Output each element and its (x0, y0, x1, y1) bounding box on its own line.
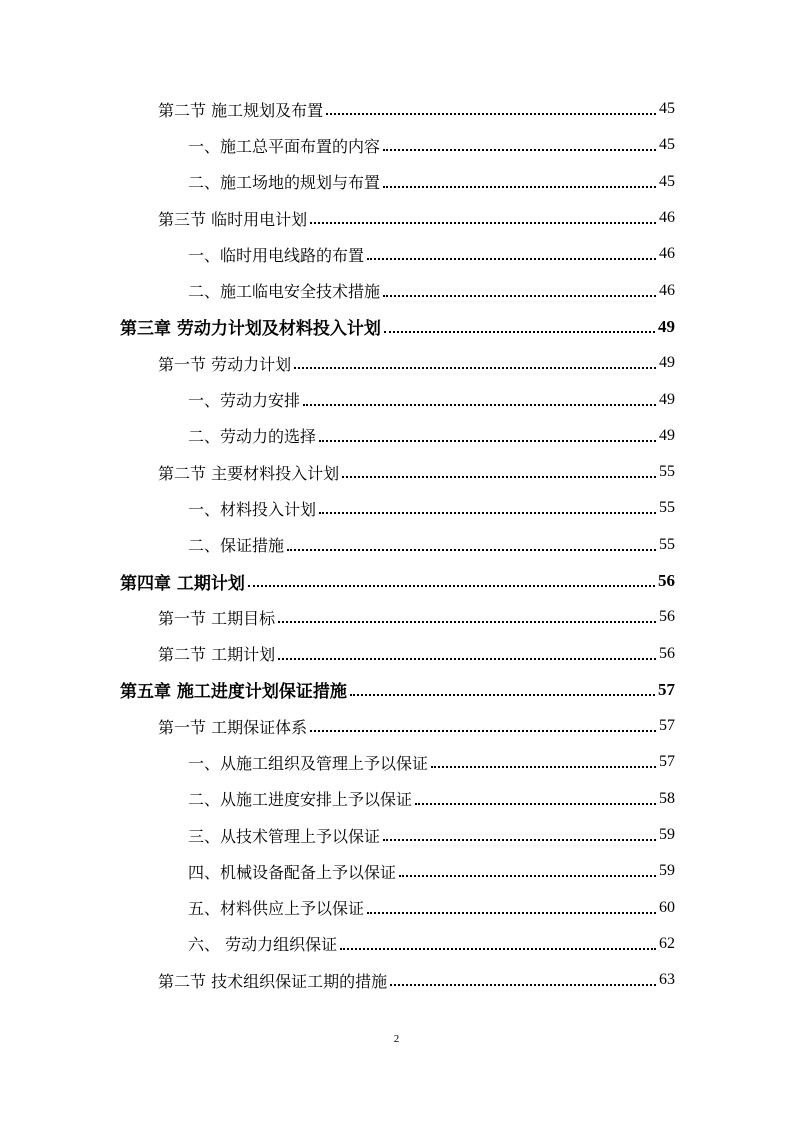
toc-entry[interactable] (0, 853, 793, 889)
dot-leader (319, 424, 656, 442)
toc-entry-page: 45 (659, 172, 675, 190)
toc-entry-title: 二、从施工进度安排上予以保证 (188, 790, 413, 810)
toc-entry-title: 二、劳动力的选择 (188, 427, 317, 447)
dot-leader (310, 714, 656, 732)
toc-entry-page: 59 (659, 826, 675, 844)
dot-leader (248, 569, 655, 587)
dot-leader (319, 496, 656, 514)
toc-entry[interactable] (0, 91, 793, 127)
dot-leader (340, 932, 656, 950)
toc-entry-title: 第二节 工期计划 (158, 645, 276, 665)
toc-entry-page: 49 (659, 390, 675, 408)
toc-entry-title: 二、施工临电安全技术措施 (188, 282, 381, 302)
dot-leader (342, 460, 656, 478)
toc-entry[interactable] (0, 127, 793, 163)
dot-leader (326, 97, 656, 115)
toc-entry[interactable] (0, 200, 793, 236)
dot-leader (367, 896, 656, 914)
toc-entry-title: 第一节 工期保证体系 (158, 717, 308, 737)
toc-entry-title: 一、临时用电线路的布置 (188, 245, 365, 265)
toc-entry-page: 63 (659, 971, 675, 989)
toc-entry-title: 一、从施工组织及管理上予以保证 (188, 753, 429, 773)
toc-entry[interactable] (0, 962, 793, 998)
toc-entry[interactable] (0, 708, 793, 744)
toc-entry-title: 一、劳动力安排 (188, 391, 301, 411)
dot-leader (383, 823, 656, 841)
toc-entry-title: 三、从技术管理上予以保证 (188, 826, 381, 846)
toc-entry-page: 55 (659, 463, 675, 481)
dot-leader (303, 388, 656, 406)
dot-leader (384, 315, 655, 333)
toc-entry-page: 55 (659, 535, 675, 553)
toc-entry[interactable] (0, 926, 793, 962)
dot-leader (278, 605, 656, 623)
toc-entry-title: 六、 劳动力组织保证 (188, 935, 338, 955)
toc-entry-page: 58 (659, 789, 675, 807)
toc-entry-title: 四、机械设备配备上予以保证 (188, 862, 397, 882)
toc-entry-page: 57 (659, 717, 675, 735)
dot-leader (278, 642, 656, 660)
toc-entry-page: 57 (659, 753, 675, 771)
toc-entry[interactable] (0, 164, 793, 200)
toc-entry-title: 二、保证措施 (188, 536, 285, 556)
toc-entry-title: 第二节 技术组织保证工期的措施 (158, 971, 388, 991)
toc-entry-page: 49 (658, 316, 675, 336)
page-number: 2 (393, 1033, 400, 1045)
toc-entry[interactable] (0, 890, 793, 926)
toc-entry[interactable] (0, 418, 793, 454)
toc-entry-page: 62 (659, 934, 675, 952)
toc-entry[interactable] (0, 599, 793, 635)
toc-entry-page: 45 (659, 100, 675, 118)
toc-entry-title: 五、材料供应上予以保证 (188, 899, 365, 919)
toc-entry[interactable] (0, 817, 793, 853)
dot-leader (399, 859, 656, 877)
toc-entry-title: 第一节 劳动力计划 (158, 354, 292, 374)
toc-entry-page: 45 (659, 136, 675, 154)
dot-leader (294, 351, 656, 369)
toc-entry-title: 第四章 工期计划 (120, 573, 245, 594)
dot-leader (383, 133, 656, 151)
toc-entry-title: 第一节 工期目标 (158, 608, 276, 628)
toc-entry-title: 第三节 临时用电计划 (158, 209, 308, 229)
toc-entry-title: 第三章 劳动力计划及材料投入计划 (120, 319, 381, 340)
toc-entry-page: 46 (659, 245, 675, 263)
toc-entry[interactable] (0, 781, 793, 817)
toc-entry[interactable] (0, 381, 793, 417)
toc-entry[interactable] (0, 345, 793, 381)
toc-entry-page: 56 (659, 644, 675, 662)
toc-chapter-entry[interactable] (0, 309, 793, 345)
toc-entry-title: 一、材料投入计划 (188, 499, 317, 519)
dot-leader (383, 170, 656, 188)
toc-entry[interactable] (0, 272, 793, 308)
dot-leader (310, 206, 656, 224)
toc-entry-page: 59 (659, 862, 675, 880)
toc-entry-page: 56 (658, 571, 675, 590)
toc-entry[interactable] (0, 490, 793, 526)
toc-entry-page: 46 (659, 281, 675, 299)
toc-entry-page: 60 (659, 898, 675, 916)
toc-entry-title: 第二节 主要材料投入计划 (158, 463, 340, 483)
toc-entry-page: 49 (659, 426, 675, 444)
dot-leader (367, 242, 656, 260)
dot-leader (431, 750, 656, 768)
toc-entry[interactable] (0, 236, 793, 272)
table-of-contents (0, 91, 793, 998)
toc-entry-page: 57 (658, 679, 675, 699)
toc-chapter-entry[interactable] (0, 563, 793, 599)
toc-entry-page: 49 (659, 354, 675, 372)
dot-leader (287, 533, 656, 551)
dot-leader (415, 787, 656, 805)
toc-entry-page: 46 (659, 209, 675, 227)
toc-entry-page: 56 (659, 608, 675, 626)
dot-leader (390, 968, 656, 986)
toc-entry-title: 二、施工场地的规划与布置 (188, 173, 381, 193)
dot-leader (383, 279, 656, 297)
toc-entry[interactable] (0, 635, 793, 671)
toc-entry[interactable] (0, 454, 793, 490)
toc-chapter-entry[interactable] (0, 672, 793, 708)
toc-entry[interactable] (0, 744, 793, 780)
toc-entry-page: 55 (659, 499, 675, 517)
toc-entry[interactable] (0, 527, 793, 563)
toc-entry-title: 一、施工总平面布置的内容 (188, 136, 381, 156)
toc-entry-title: 第二节 施工规划及布置 (158, 100, 324, 120)
dot-leader (350, 678, 655, 696)
toc-entry-title: 第五章 施工进度计划保证措施 (120, 682, 347, 703)
